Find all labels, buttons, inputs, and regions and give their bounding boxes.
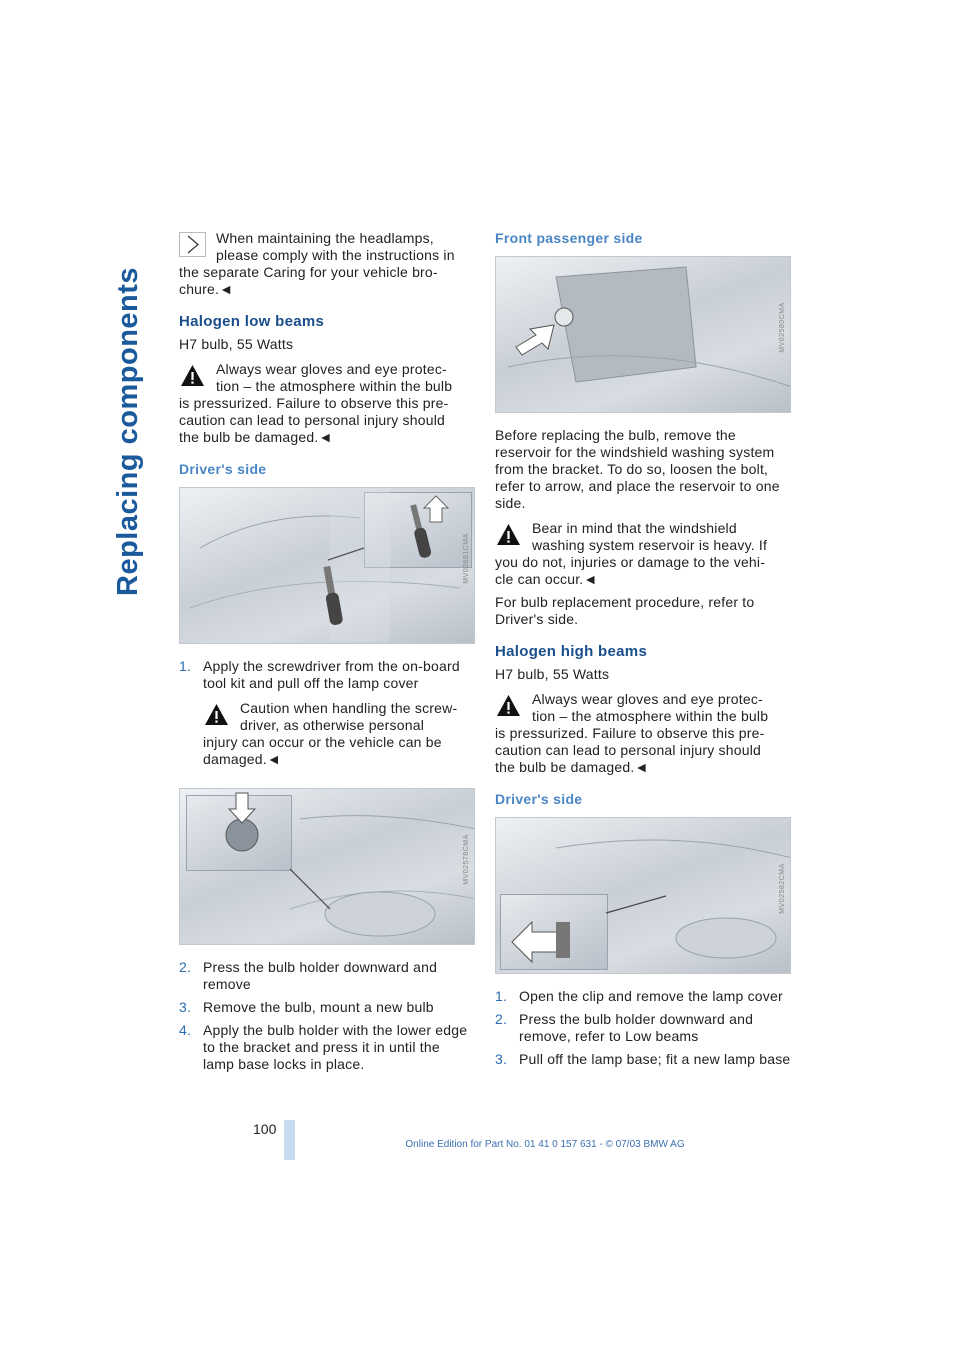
step-number: 2. xyxy=(179,959,192,975)
washer-reservoir-illustration xyxy=(495,256,791,413)
drivers-side-heading: Driver's side xyxy=(179,461,267,477)
high-beam-illustration xyxy=(495,817,791,974)
left-column xyxy=(179,228,475,1079)
list-item xyxy=(179,959,475,993)
high-beam-drawing xyxy=(496,818,791,973)
step-text: Remove the bulb, mount a new bulb xyxy=(203,999,434,1015)
step-text: Press the bulb holder downward and remove, refer to Low beams xyxy=(519,1011,754,1044)
step-number: 1. xyxy=(495,988,508,1004)
warning-line: Always wear gloves and eye protec- xyxy=(216,361,447,377)
list-item xyxy=(495,1051,791,1068)
figure-code: MV02580CMA xyxy=(779,302,787,353)
list-item xyxy=(495,988,791,1005)
note-arrow-icon xyxy=(179,232,206,257)
right-column xyxy=(495,228,791,1074)
low-beams-bulb-spec: H7 bulb, 55 Watts xyxy=(179,336,294,352)
low-beam-steps-part1 xyxy=(179,658,475,692)
list-item xyxy=(495,1011,791,1045)
warning-line: injury can occur or the vehicle can be xyxy=(203,734,442,750)
high-beams-heading: Halogen high beams xyxy=(495,643,648,660)
front-passenger-heading: Front passenger side xyxy=(495,230,643,246)
reservoir-warning xyxy=(495,518,791,588)
screwdriver-drawing xyxy=(180,488,475,643)
page-number: 100 xyxy=(253,1121,277,1137)
step-number: 3. xyxy=(495,1051,508,1067)
warning-line: tion – the atmosphere within the bulb xyxy=(216,378,453,394)
warning-line: is pressurized. Failure to observe this pre- xyxy=(495,725,765,741)
step-number: 1. xyxy=(179,658,192,674)
step-text: Press the bulb holder downward and remove xyxy=(203,959,438,992)
note-line: When maintaining the headlamps, xyxy=(216,230,434,246)
figure-code: MV02578CMA xyxy=(463,834,471,885)
low-beams-warning xyxy=(179,359,475,446)
warning-line: caution can lead to personal injury should xyxy=(179,412,446,428)
warning-line: driver, as otherwise personal xyxy=(240,717,424,733)
lamp-cover-illustration xyxy=(179,487,475,644)
footer-text: Online Edition for Part No. 01 41 0 157 631 - © 07/03 BMW AG xyxy=(405,1139,685,1150)
note-line: chure.◄ xyxy=(179,281,234,297)
reservoir-drawing xyxy=(496,257,791,412)
warning-line: is pressurized. Failure to observe this pre- xyxy=(179,395,449,411)
warning-triangle-icon xyxy=(179,363,206,388)
high-beams-warning xyxy=(495,689,791,776)
warning-line: the bulb be damaged.◄ xyxy=(495,759,649,775)
warning-line: tion – the atmosphere within the bulb xyxy=(532,708,769,724)
note-line: the separate Caring for your vehicle bro- xyxy=(179,264,438,280)
bulb-holder-drawing xyxy=(180,789,475,944)
step-text: Pull off the lamp base; fit a new lamp base xyxy=(519,1051,791,1067)
low-beams-heading: Halogen low beams xyxy=(179,313,325,330)
warning-line: washing system reservoir is heavy. If xyxy=(532,537,768,553)
warning-line: Caution when handling the screw- xyxy=(240,700,458,716)
warning-line: the bulb be damaged.◄ xyxy=(179,429,333,445)
step-number: 2. xyxy=(495,1011,508,1027)
warning-line: cle can occur.◄ xyxy=(495,571,598,587)
figure-code: MV02582CMA xyxy=(779,863,787,914)
footer-edition-note xyxy=(0,1139,960,1150)
side-title-text: Replacing components xyxy=(112,266,144,596)
reservoir-paragraph: Before replacing the bulb, remove the reservoir for the windshield washing system from the bracket. To do so, loosen the bolt, refer to arrow, and place the reservoir to one side. xyxy=(495,427,780,511)
high-beam-steps xyxy=(495,988,791,1068)
warning-line: Bear in mind that the windshield xyxy=(532,520,737,536)
step-text: Apply the bulb holder with the lower edge to the bracket and press it in until the lamp base locks in place. xyxy=(203,1022,468,1072)
list-item xyxy=(179,999,475,1016)
warning-line: Always wear gloves and eye protec- xyxy=(532,691,763,707)
step-text: Apply the screwdriver from the on-board tool kit and pull off the lamp cover xyxy=(203,658,460,691)
section-side-title xyxy=(112,236,152,596)
figure-code: MV02681CMA xyxy=(463,533,471,584)
warning-triangle-icon xyxy=(203,702,230,727)
note-line: please comply with the instructions in xyxy=(216,247,455,263)
warning-line: damaged.◄ xyxy=(203,751,281,767)
warning-triangle-icon xyxy=(495,693,522,718)
step-number: 4. xyxy=(179,1022,192,1038)
warning-line: you do not, injuries or damage to the vehi- xyxy=(495,554,766,570)
screwdriver-warning xyxy=(203,698,475,768)
bulb-holder-illustration xyxy=(179,788,475,945)
drivers-side-heading-high: Driver's side xyxy=(495,791,583,807)
bulb-procedure-reference: For bulb replacement procedure, refer to Driver's side. xyxy=(495,594,755,627)
step-text: Open the clip and remove the lamp cover xyxy=(519,988,783,1004)
maintenance-note xyxy=(179,228,475,298)
low-beam-steps-part2 xyxy=(179,959,475,1073)
warning-line: caution can lead to personal injury should xyxy=(495,742,762,758)
high-beams-bulb-spec: H7 bulb, 55 Watts xyxy=(495,666,610,682)
step-number: 3. xyxy=(179,999,192,1015)
list-item xyxy=(179,1022,475,1073)
warning-triangle-icon xyxy=(495,522,522,547)
list-item xyxy=(179,658,475,692)
